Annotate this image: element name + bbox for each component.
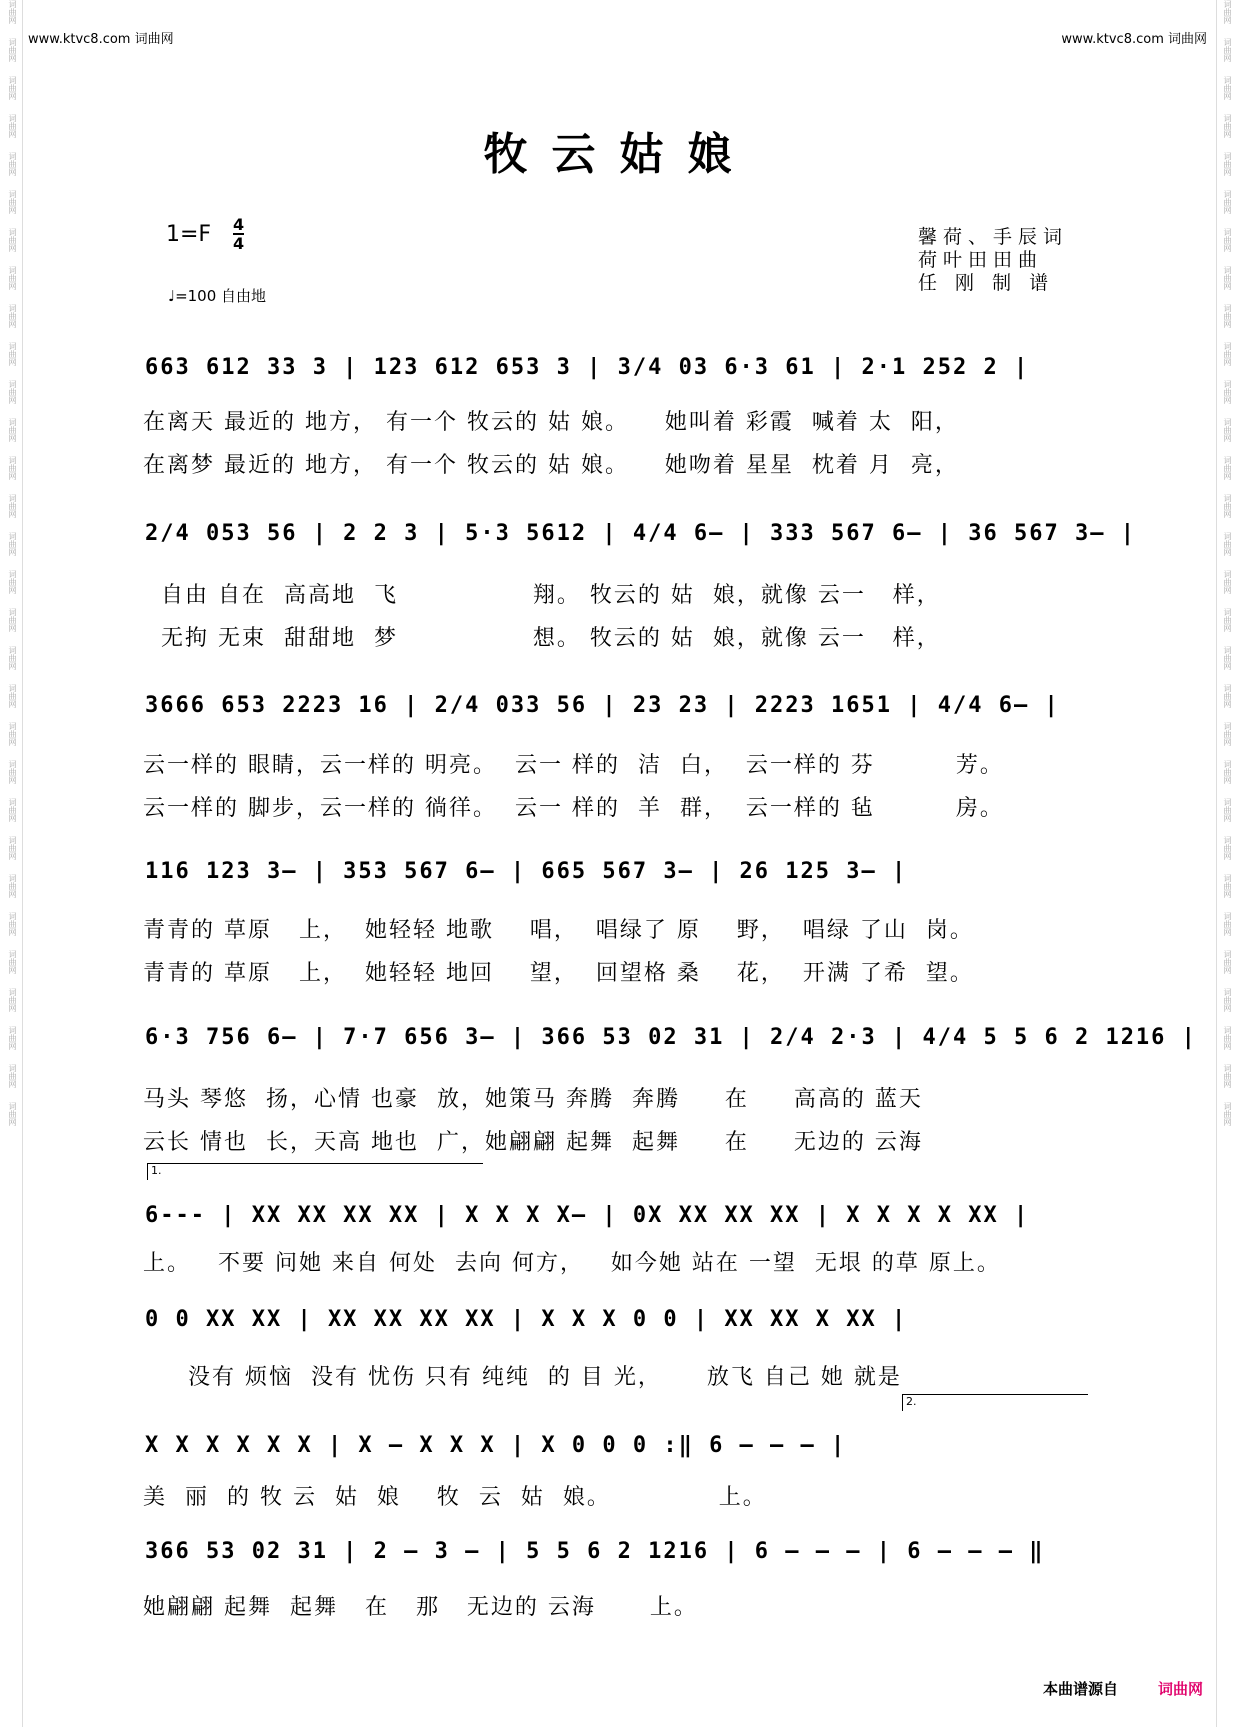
volta-first-ending: 1. bbox=[147, 1163, 483, 1180]
lyrics-5-verse-2: 云长 情也 长，天高 地也 广，她翩翩 起舞 起舞 在 无边的 云海 bbox=[143, 1130, 923, 1155]
lyrics-6: 上。 不要 问她 来自 何处 去向 何方， 如今她 站在 一望 无垠 的草 原上。 bbox=[143, 1251, 1001, 1276]
site-url-right: www.ktvc8.com 词曲网 bbox=[1061, 32, 1207, 47]
score-line-4: 116 123 3– | 353 567 6– | 665 567 3– | 26 125 3– | bbox=[145, 858, 908, 884]
score-line-1: 663 612 33 3 | 123 612 653 3 | 3/4 03 6·3 61 | 2·1 252 2 | bbox=[145, 354, 1030, 380]
lyrics-8: 美 丽 的 牧 云 姑 娘 牧 云 姑 娘。 上。 bbox=[143, 1485, 767, 1510]
key-signature: 1=F bbox=[166, 222, 212, 247]
credit-transcriber: 任 刚 制 谱 bbox=[918, 272, 1055, 294]
score-line-9: 366 53 02 31 | 2 – 3 – | 5 5 6 2 1216 | 6 – – – | 6 – – – ‖ bbox=[145, 1538, 1045, 1564]
score-line-7: 0 0 XX XX | XX XX XX XX | X X X 0 0 | XX XX X XX | bbox=[145, 1306, 908, 1332]
song-title: 牧云姑娘 bbox=[483, 129, 756, 180]
lyrics-9: 她翩翩 起舞 起舞 在 那 无边的 云海 上。 bbox=[143, 1595, 698, 1620]
credit-lyricist: 馨荷、手辰词 bbox=[918, 226, 1069, 248]
lyrics-4-verse-1: 青青的 草原 上， 她轻轻 地歌 唱， 唱绿了 原 野， 唱绿 了山 岗。 bbox=[143, 918, 974, 943]
score-line-2: 2/4 053 56 | 2 2 3 | 5·3 5612 | 4/4 6— | 333 567 6– | 36 567 3– | bbox=[145, 520, 1136, 546]
lyrics-1-verse-2: 在离梦 最近的 地方， 有一个 牧云的 姑 娘。 她吻着 星星 枕着 月 亮， bbox=[143, 453, 959, 478]
score-line-8: X X X X X X | X – X X X | X 0 0 0 :‖ 6 – – – | bbox=[145, 1432, 847, 1458]
lyrics-7: 没有 烦恼 没有 忧伤 只有 纯纯 的 目 光， 放飞 自己 她 就是 bbox=[143, 1365, 902, 1390]
lyrics-1-verse-1: 在离天 最近的 地方， 有一个 牧云的 姑 娘。 她叫着 彩霞 喊着 太 阳， bbox=[143, 410, 959, 435]
lyrics-2-verse-1: 自由 自在 高高地 飞 翔。 牧云的 姑 娘，就像 云一 样， bbox=[143, 583, 941, 608]
score-line-3: 3666 653 2223 16 | 2/4 033 56 | 23 23 | 2223 1651 | 4/4 6— | bbox=[145, 692, 1060, 718]
source-label: 本曲谱源自 bbox=[1042, 1680, 1118, 1698]
score-line-6: 6--- | XX XX XX XX | X X X X– | 0X XX XX XX | X X X X XX | bbox=[145, 1202, 1030, 1228]
lyrics-5-verse-1: 马头 琴悠 扬，心情 也豪 放，她策马 奔腾 奔腾 在 高高的 蓝天 bbox=[143, 1087, 923, 1112]
time-numerator: 4 bbox=[233, 215, 245, 234]
volta-second-ending: 2. bbox=[902, 1394, 1088, 1411]
left-watermark-strip: 词曲网 词曲网 词曲网 词曲网 词曲网 词曲网 词曲网 词曲网 词曲网 词曲网 词曲网 词曲网 词曲网 词曲网 词曲网 词曲网 词曲网 词曲网 词曲网 词曲网 词曲网 词曲网 词曲网 词曲网 词曲网 词曲网 词曲网 词曲网 词曲网 词曲网 bbox=[2, 0, 23, 1727]
tempo-marking: ♩=100 自由地 bbox=[168, 287, 267, 305]
credit-composer: 荷叶田田曲 bbox=[918, 249, 1044, 271]
lyrics-3-verse-1: 云一样的 眼睛，云一样的 明亮。 云一 样的 洁 白， 云一样的 芬 芳。 bbox=[143, 753, 1004, 778]
right-watermark-strip: 词曲网 词曲网 词曲网 词曲网 词曲网 词曲网 词曲网 词曲网 词曲网 词曲网 词曲网 词曲网 词曲网 词曲网 词曲网 词曲网 词曲网 词曲网 词曲网 词曲网 词曲网 词曲网 词曲网 词曲网 词曲网 词曲网 词曲网 词曲网 词曲网 词曲网 bbox=[1216, 0, 1237, 1727]
score-line-5: 6·3 756 6– | 7·7 656 3– | 366 53 02 31 | 2/4 2·3 | 4/4 5 5 6 2 1216 | bbox=[145, 1024, 1197, 1050]
site-url-left: www.ktvc8.com 词曲网 bbox=[28, 32, 174, 47]
lyrics-2-verse-2: 无拘 无束 甜甜地 梦 想。 牧云的 姑 娘，就像 云一 样， bbox=[143, 626, 941, 651]
lyrics-4-verse-2: 青青的 草原 上， 她轻轻 地回 望， 回望格 桑 花， 开满 了希 望。 bbox=[143, 961, 974, 986]
time-denominator: 4 bbox=[233, 234, 245, 253]
credits bbox=[918, 226, 1068, 295]
lyrics-3-verse-2: 云一样的 脚步，云一样的 徜徉。 云一 样的 羊 群， 云一样的 毡 房。 bbox=[143, 796, 1004, 821]
source-site: 词曲网 bbox=[1157, 1680, 1203, 1698]
source-footer bbox=[1043, 1678, 1203, 1699]
time-signature bbox=[233, 216, 244, 252]
